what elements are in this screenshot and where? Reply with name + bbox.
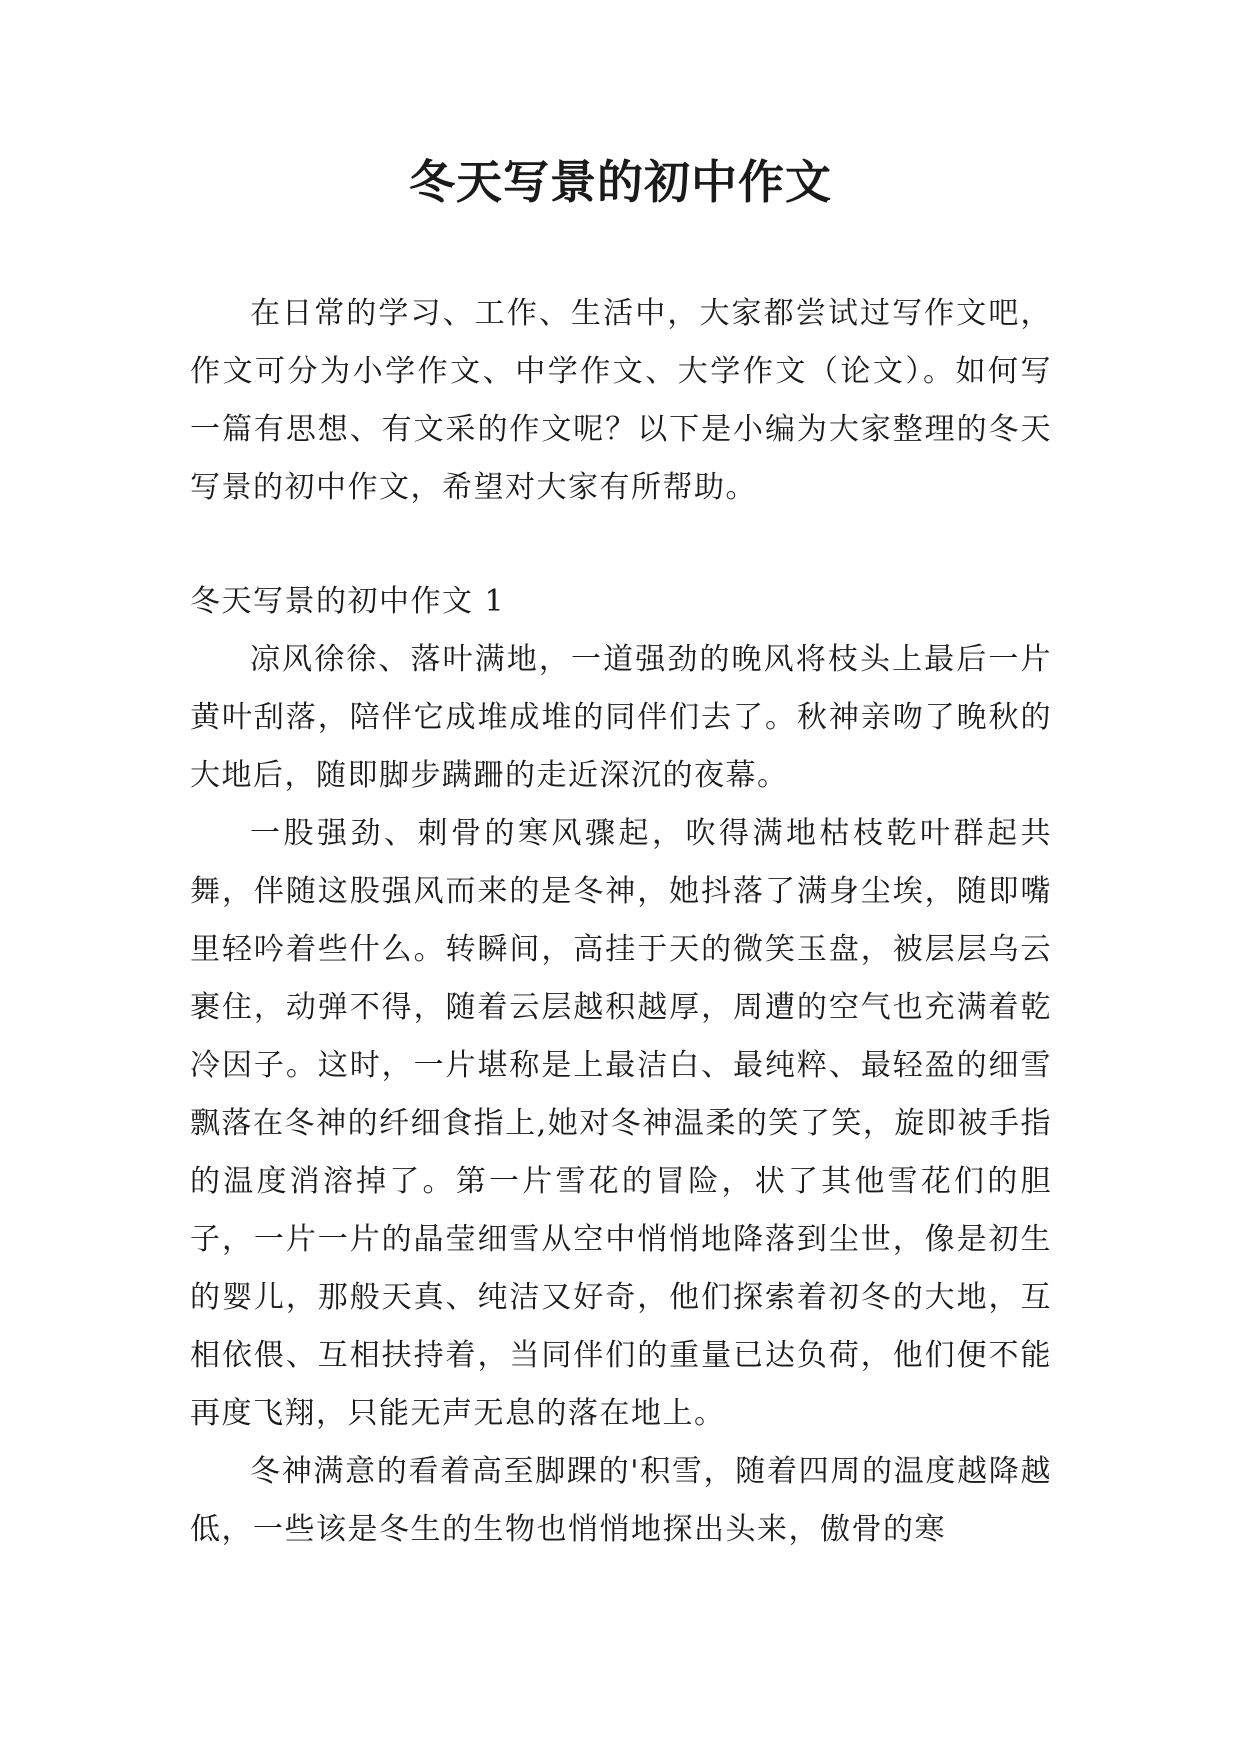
document-body xyxy=(190,285,1052,1559)
body-paragraph: 冬神满意的看着高至脚踝的'积雪，随着四周的温度越降越低，一些该是冬生的生物也悄悄地探出头来，傲骨的寒 xyxy=(190,1454,1052,1547)
body-paragraph: 凉风徐徐、落叶满地，一道强劲的晚风将枝头上最后一片黄叶刮落，陪伴它成堆成堆的同伴们去了。秋神亲吻了晚秋的大地后，随即脚步蹒跚的走近深沉的夜幕。 xyxy=(190,642,1052,793)
document-title: 冬天写景的初中作文 xyxy=(409,155,832,209)
spacer xyxy=(190,517,1052,573)
intro-paragraph: 在日常的学习、工作、生活中，大家都尝试过写作文吧，作文可分为小学作文、中学作文、大学作文（论文）。如何写一篇有思想、有文采的作文呢？以下是小编为大家整理的冬天写景的初中作文，希望对大家有所帮助。 xyxy=(190,296,1052,505)
body-paragraph: 一股强劲、刺骨的寒风骤起，吹得满地枯枝乾叶群起共舞，伴随这股强风而来的是冬神，她抖落了满身尘埃，随即嘴里轻吟着些什么。转瞬间，高挂于天的微笑玉盘，被层层乌云裹住，动弹不得，随着云层越积越厚，周遭的空气也充满着乾冷因子。这时，一片堪称是上最洁白、最纯粹、最轻盈的细雪飘落在冬神的纤细食指上,她对冬神温柔的笑了笑，旋即被手指的温度消溶掉了。第一片雪花的冒险，状了其他雪花们的胆子，一片一片的晶莹细雪从空中悄悄地降落到尘世，像是初生的婴儿，那般天真、纯洁又好奇，他们探索着初冬的大地，互相依偎、互相扶持着，当同伴们的重量已达负荷，他们便不能再度飞翔，只能无声无息的落在地上。 xyxy=(190,816,1052,1431)
section-heading: 冬天写景的初中作文 1 xyxy=(190,584,506,619)
